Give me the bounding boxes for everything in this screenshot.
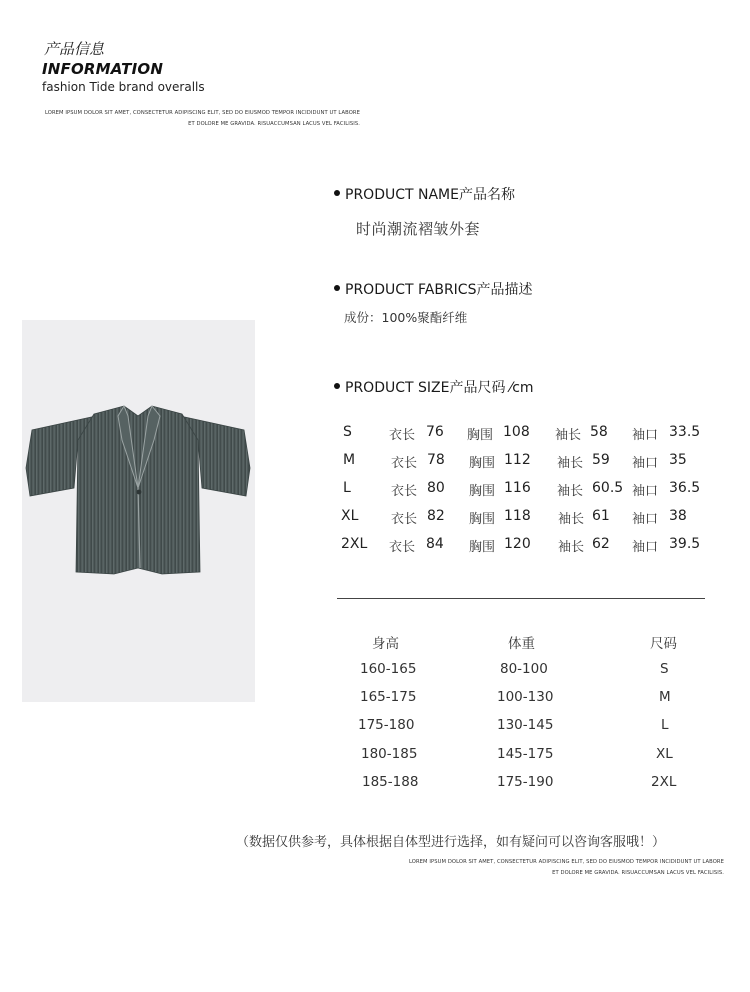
header-title-cn: 产品信息 <box>44 40 105 58</box>
weight-cell: 100-130 <box>497 689 554 705</box>
length-value: 78 <box>427 452 445 468</box>
reference-row <box>0 774 750 794</box>
product-name-heading-text: PRODUCT NAME产品名称 <box>345 187 515 203</box>
cuff-label: 袖口 <box>632 540 659 555</box>
sleeve-value: 60.5 <box>592 480 624 496</box>
header-lorem <box>40 108 360 130</box>
size-cell: XL <box>656 746 673 762</box>
disclaimer-note: （数据仅供参考，具体根据自体型进行选择，如有疑问可以咨询客服哦！） <box>236 835 666 850</box>
length-label: 衣长 <box>389 428 416 443</box>
weight-cell: 145-175 <box>497 746 554 762</box>
length-label: 衣长 <box>391 484 418 499</box>
size-cell: 2XL <box>651 774 677 790</box>
size-cell: L <box>661 717 669 733</box>
sleeve-label: 袖长 <box>557 484 584 499</box>
height-cell: 175-180 <box>358 717 415 733</box>
product-name-value: 时尚潮流褶皱外套 <box>356 220 481 238</box>
section-divider <box>337 598 705 599</box>
product-size-heading <box>334 377 534 397</box>
chest-value: 120 <box>504 536 531 552</box>
sleeve-value: 58 <box>590 424 608 440</box>
height-cell: 165-175 <box>360 689 417 705</box>
cuff-label: 袖口 <box>632 456 659 471</box>
height-cell: 180-185 <box>361 746 418 762</box>
cuff-label: 袖口 <box>632 512 659 527</box>
size-row <box>0 536 750 564</box>
reference-row <box>0 746 750 766</box>
size-cell: S <box>343 424 352 440</box>
reference-row <box>0 661 750 681</box>
cuff-value: 35 <box>669 452 687 468</box>
footer-lorem-line1: LOREM IPSUM DOLOR SIT AMET, CONSECTETUR ADIPISCING ELIT, SED DO EIUSMOD TEMPOR INCIDIDUNT UT LABORE <box>408 859 724 865</box>
footer-lorem-line2: ET DOLORE ME GRAVIDA. RISUACCUMSAN LACUS VEL FACILISIS. <box>552 870 724 876</box>
product-fabrics-heading-text: PRODUCT FABRICS产品描述 <box>345 282 533 298</box>
length-label: 衣长 <box>391 456 418 471</box>
chest-value: 118 <box>504 508 531 524</box>
cuff-value: 39.5 <box>669 536 701 552</box>
height-cell: 185-188 <box>362 774 419 790</box>
cuff-value: 33.5 <box>669 424 701 440</box>
header-title-en: INFORMATION <box>42 60 164 78</box>
reference-row <box>0 689 750 709</box>
header-lorem-line2: ET DOLORE ME GRAVIDA. RISUACCUMSAN LACUS VEL FACILISIS. <box>188 121 360 127</box>
product-size-heading-text: PRODUCT SIZE产品尺码 ⁄cm <box>345 380 534 396</box>
chest-value: 116 <box>504 480 531 496</box>
size-cell: L <box>343 480 351 496</box>
sleeve-label: 袖长 <box>558 540 585 555</box>
chest-label: 胸围 <box>467 428 494 443</box>
cuff-label: 袖口 <box>632 428 659 443</box>
header-weight: 体重 <box>508 636 535 652</box>
length-value: 76 <box>426 424 444 440</box>
length-value: 80 <box>427 480 445 496</box>
header-subtitle: fashion Tide brand overalls <box>42 80 205 94</box>
chest-label: 胸围 <box>469 484 496 499</box>
size-cell: M <box>659 689 671 705</box>
size-cell: XL <box>341 508 359 524</box>
sleeve-value: 62 <box>592 536 610 552</box>
sleeve-label: 袖长 <box>558 512 585 527</box>
product-fabrics-value: 成份：100%聚酯纤维 <box>344 310 468 325</box>
size-row <box>0 424 750 452</box>
cuff-value: 38 <box>669 508 687 524</box>
footer-lorem <box>385 857 724 879</box>
chest-label: 胸围 <box>469 540 496 555</box>
chest-value: 112 <box>504 452 531 468</box>
size-cell: S <box>660 661 669 677</box>
length-label: 衣长 <box>389 540 416 555</box>
header-lorem-line1: LOREM IPSUM DOLOR SIT AMET, CONSECTETUR ADIPISCING ELIT, SED DO EIUSMOD TEMPOR INCIDIDUNT UT LABORE <box>44 110 360 116</box>
length-value: 84 <box>426 536 444 552</box>
height-cell: 160-165 <box>360 661 417 677</box>
product-name-heading <box>334 184 515 204</box>
size-cell: M <box>343 452 356 468</box>
cuff-label: 袖口 <box>632 484 659 499</box>
size-row <box>0 480 750 508</box>
chest-value: 108 <box>503 424 530 440</box>
chest-label: 胸围 <box>469 512 496 527</box>
bullet-dot-icon <box>334 383 340 389</box>
size-row <box>0 508 750 536</box>
bullet-dot-icon <box>334 190 340 196</box>
cuff-value: 36.5 <box>669 480 701 496</box>
length-value: 82 <box>427 508 445 524</box>
length-label: 衣长 <box>391 512 418 527</box>
reference-header-row <box>0 632 750 652</box>
sleeve-value: 61 <box>592 508 610 524</box>
header-size: 尺码 <box>650 636 677 652</box>
sleeve-value: 59 <box>592 452 610 468</box>
sleeve-label: 袖长 <box>555 428 582 443</box>
bullet-dot-icon <box>334 285 340 291</box>
weight-cell: 80-100 <box>500 661 548 677</box>
size-row <box>0 452 750 480</box>
chest-label: 胸围 <box>469 456 496 471</box>
weight-cell: 130-145 <box>497 717 554 733</box>
product-fabrics-heading <box>334 279 532 299</box>
header-height: 身高 <box>372 636 399 652</box>
reference-row <box>0 717 750 737</box>
size-cell: 2XL <box>341 536 368 552</box>
sleeve-label: 袖长 <box>557 456 584 471</box>
weight-cell: 175-190 <box>497 774 554 790</box>
